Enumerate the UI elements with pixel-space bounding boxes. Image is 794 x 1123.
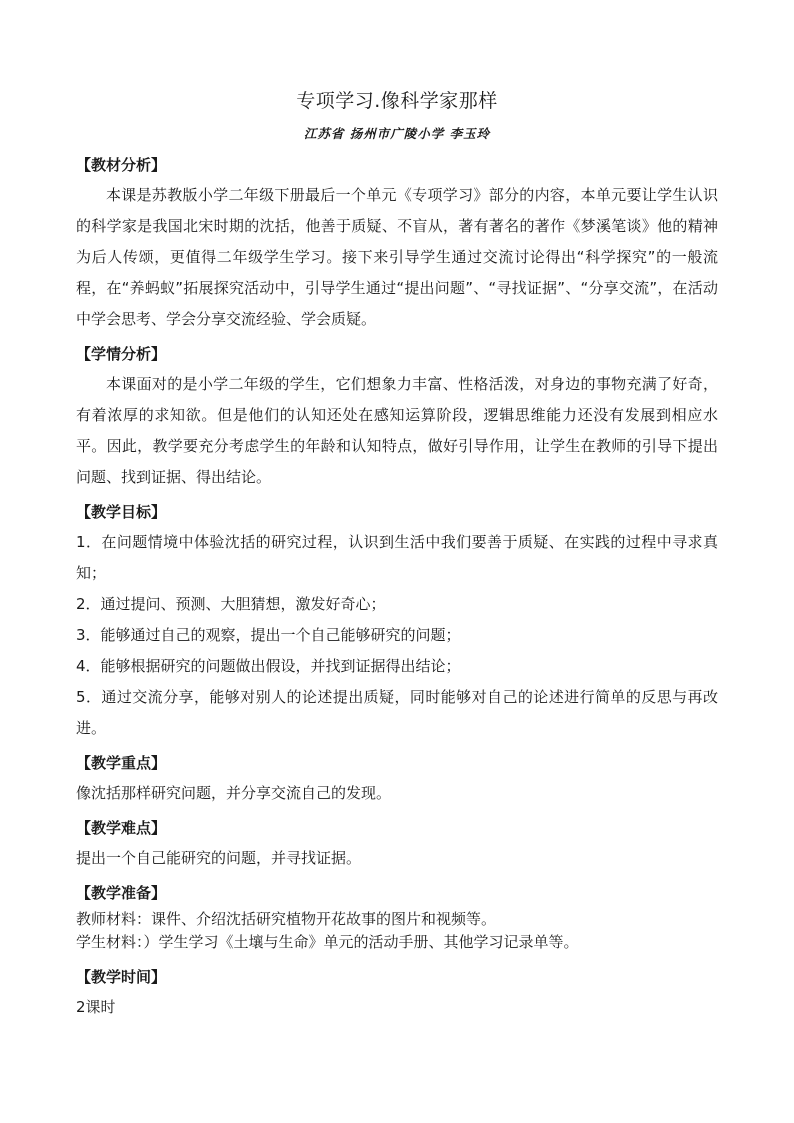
goal-item: 4．能够根据研究的问题做出假设，并找到证据得出结论； [76,657,461,675]
student-materials: 学生材料：）学生学习《土壤与生命》单元的活动手册、其他学习记录单等。 [76,933,579,951]
section-heading-difficulties: 【教学难点】 [76,819,167,837]
goal-item: 1．在问题情境中体验沈括的研究过程，认识到生活中我们要善于质疑、在实践的过程中寻求真知； [76,533,718,582]
document-body [76,150,718,1023]
goal-item: 3．能够通过自己的观察，提出一个自己能够研究的问题； [76,626,461,644]
author-line: 江苏省 扬州市广陵小学 李玉玲 [303,126,491,141]
section-heading-goals: 【教学目标】 [76,503,167,521]
goal-item: 2．通过提问、预测、大胆猜想，激发好奇心； [76,595,386,613]
section-heading-key-points: 【教学重点】 [76,754,167,772]
section-heading-time: 【教学时间】 [76,968,167,986]
section-heading-preparation: 【教学准备】 [76,884,167,902]
goal-item: 5．通过交流分享，能够对别人的论述提出质疑，同时能够对自己的论述进行简单的反思与再改进。 [76,688,718,737]
teacher-materials: 教师材料：课件、介绍沈括研究植物开花故事的图片和视频等。 [76,910,497,928]
students-paragraph: 本课面对的是小学二年级的学生，它们想象力丰富、性格活泼，对身边的事物充满了好奇，有着浓厚的求知欲。但是他们的认知还处在感知运算阶段，逻辑思维能力还没有发展到相应水平。因此，教学要充分考虑学生的年龄和认知特点，做好引导作用，让学生在教师的引导下提出问题、找到证据、得出结论。 [76,375,718,486]
key-points-text: 像沈括那样研究问题，并分享交流自己的发现。 [76,784,392,802]
analysis-paragraph: 本课是苏教版小学二年级下册最后一个单元《专项学习》部分的内容，本单元要让学生认识的科学家是我国北宋时期的沈括，他善于质疑、不盲从，著有著名的著作《梦溪笔谈》他的精神为后人传颂，更值得二年级学生学习。接下来引导学生通过交流讨论得出“科学探究”的一般流程，在“养蚂蚁”拓展探究活动中，引导学生通过“提出问题”、“寻找证据”、“分享交流”，在活动中学会思考、学会分享交流经验、学会质疑。 [76,186,718,328]
difficulties-text: 提出一个自己能研究的问题，并寻找证据。 [76,849,362,867]
section-heading-analysis: 【教材分析】 [76,156,167,174]
page-title: 专项学习.像科学家那样 [296,90,498,112]
section-heading-students: 【学情分析】 [76,345,167,363]
time-text: 2课时 [76,998,116,1016]
